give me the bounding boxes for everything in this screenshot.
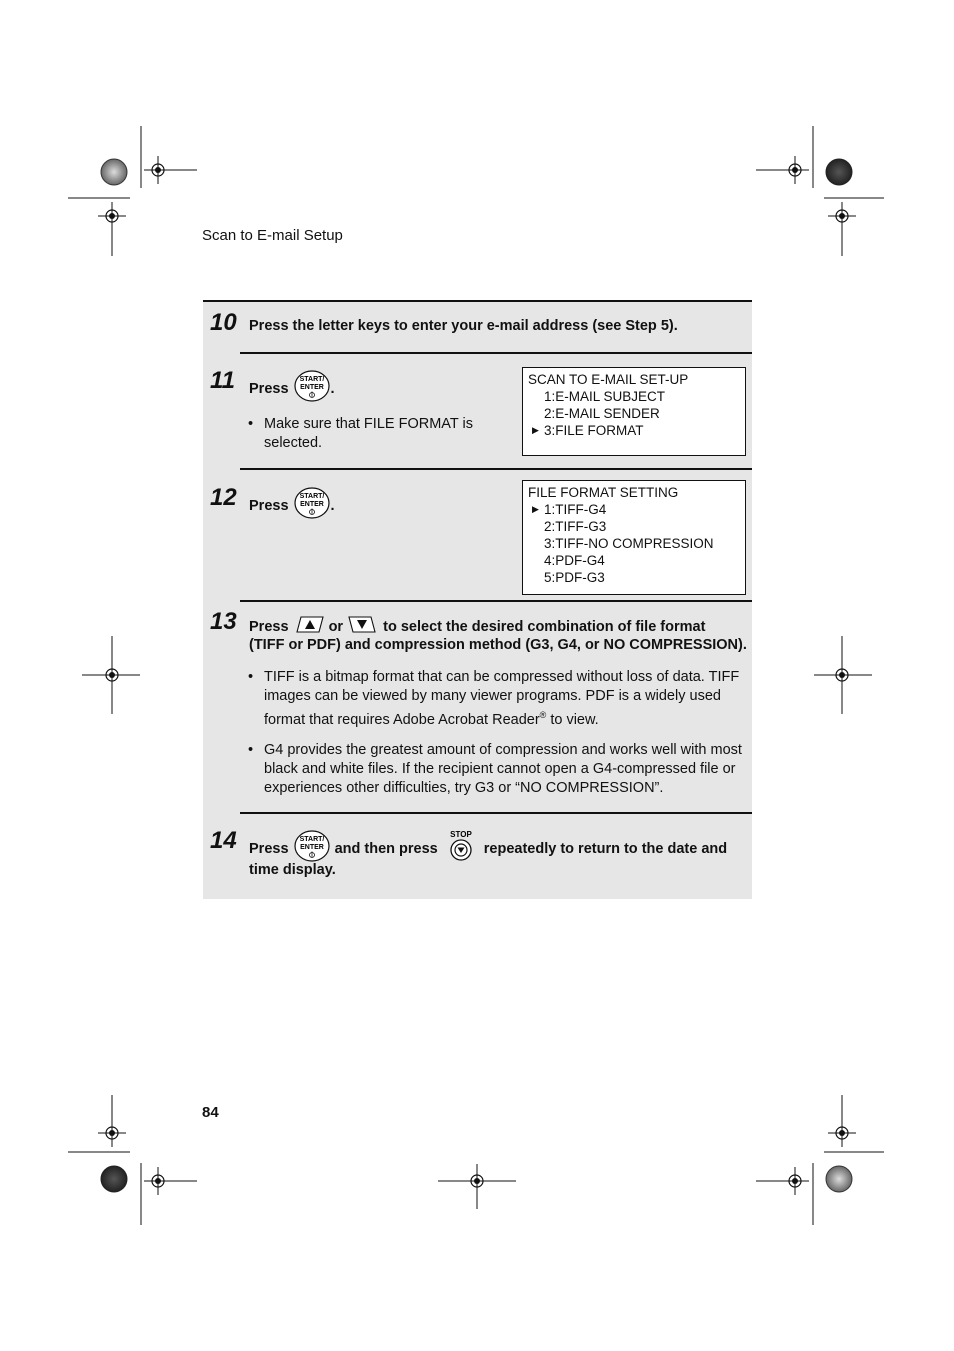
stop-key-text: STOP xyxy=(449,830,472,839)
selection-triangle-icon: ▶ xyxy=(532,504,539,514)
selection-triangle-icon: ▶ xyxy=(532,425,539,435)
period: . xyxy=(330,497,335,514)
step-press-line xyxy=(249,487,335,525)
press-label: Press xyxy=(249,380,289,397)
lcd-item: 2:TIFF-G3 xyxy=(544,519,607,534)
step-text-cont: time display. xyxy=(249,862,336,878)
step-number: 14 xyxy=(210,827,237,854)
bullet-note: • G4 provides the greatest amount of compression and works well with most black and white files. If the recipient cannot open a G4-compressed file or experiences other difficulties, try G3 or “NO COMPRESSION”. xyxy=(264,741,742,798)
step-press-line: Press START/ ENTER and then press STOP repeatedly to return to the date and xyxy=(249,830,727,868)
start-enter-key-icon xyxy=(293,370,331,408)
divider xyxy=(240,812,752,814)
page-number: 84 xyxy=(202,1104,219,1121)
lcd-display-file-format xyxy=(522,480,746,595)
enter-key-text: ENTER xyxy=(299,844,324,851)
divider xyxy=(203,300,752,302)
step-text-cont: (TIFF or PDF) and compression method (G3, G4, or NO COMPRESSION). xyxy=(249,637,747,653)
step-press-line xyxy=(249,370,335,408)
lcd-item: 5:PDF-G3 xyxy=(544,570,605,585)
stop-key-icon xyxy=(446,830,476,868)
press-label: Press xyxy=(249,497,289,514)
start-key-text: START/ xyxy=(299,493,324,500)
lcd-title: SCAN TO E-MAIL SET-UP xyxy=(528,372,689,387)
start-key-text: START/ xyxy=(299,376,324,383)
enter-key-text: ENTER xyxy=(299,384,324,391)
lcd-item: 4:PDF-G4 xyxy=(544,553,605,568)
bullet-note: • TIFF is a bitmap format that can be compressed without loss of data. TIFF images can be viewed by many viewer programs. PDF is a widely used format that requires Adobe Acrobat Reader® to view. xyxy=(264,668,742,730)
step-number: 13 xyxy=(210,608,237,635)
lcd-item: 2:E-MAIL SENDER xyxy=(544,406,660,421)
lcd-item: 3:TIFF-NO COMPRESSION xyxy=(544,536,714,551)
lcd-title: FILE FORMAT SETTING xyxy=(528,485,679,500)
start-enter-key-icon xyxy=(293,487,331,525)
divider xyxy=(240,468,752,470)
section-title: Scan to E-mail Setup xyxy=(202,227,343,244)
start-key-text: START/ xyxy=(299,836,324,843)
enter-key-text: ENTER xyxy=(299,501,324,508)
bullet-note: • Make sure that FILE FORMAT is selected. xyxy=(264,415,494,453)
lcd-item-selected: ▶ 3:FILE FORMAT xyxy=(532,423,644,438)
period: . xyxy=(330,380,335,397)
step-text: Press the letter keys to enter your e-mail address (see Step 5). xyxy=(249,318,678,334)
step-text: Press or to select the desired combination of file format xyxy=(249,614,705,640)
divider xyxy=(240,352,752,354)
step-number: 12 xyxy=(210,484,237,511)
lcd-item-selected: ▶ 1:TIFF-G4 xyxy=(532,502,607,517)
divider xyxy=(240,600,752,602)
lcd-item: 1:E-MAIL SUBJECT xyxy=(544,389,666,404)
lcd-display-scan-setup xyxy=(522,367,746,456)
step-number: 11 xyxy=(210,367,235,394)
step-number: 10 xyxy=(210,309,237,336)
